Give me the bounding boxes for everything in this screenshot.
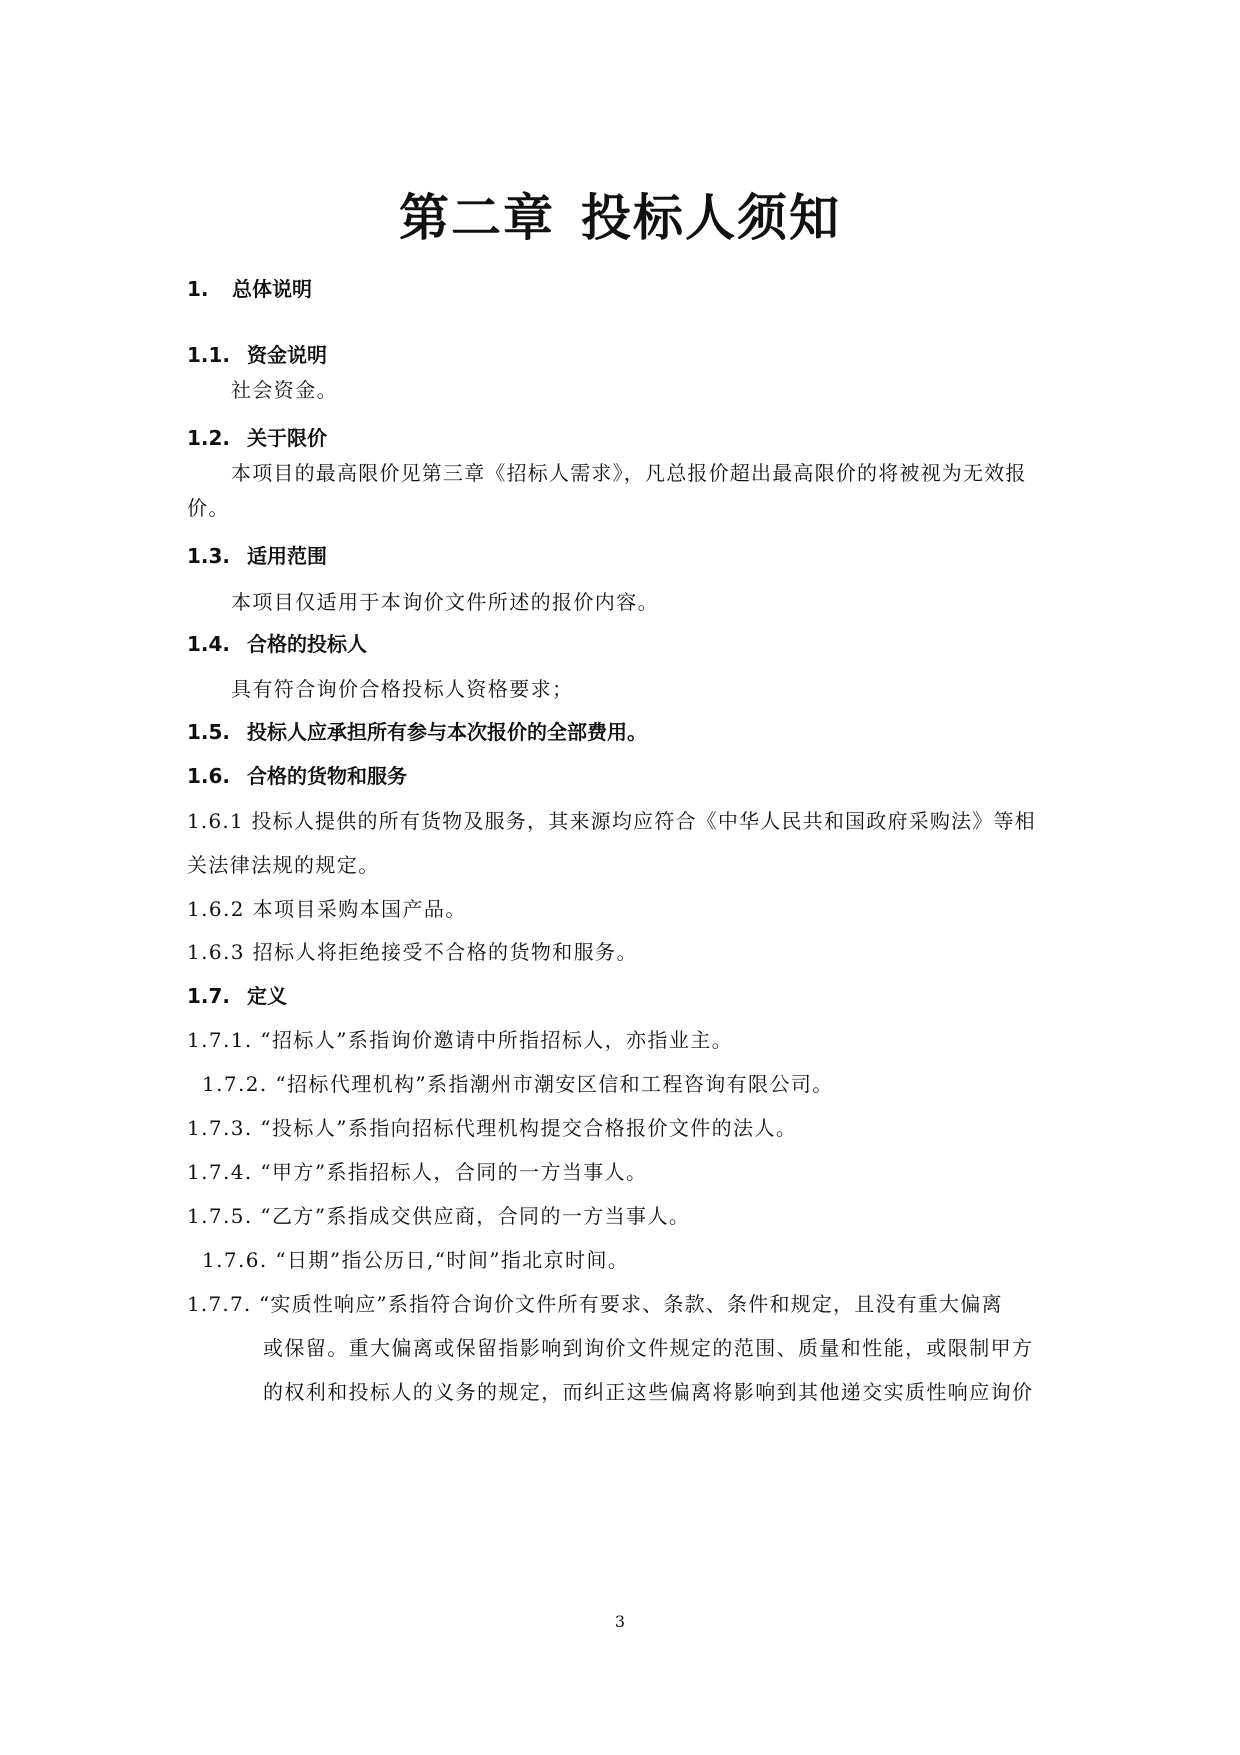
paragraph-1-3: 本项目仅适用于本询价文件所述的报价内容。 — [231, 590, 659, 614]
section-number: 1.3. — [187, 544, 231, 568]
section-heading-1-3 — [187, 540, 327, 572]
section-number: 1.2. — [187, 426, 231, 450]
section-number: 1.5. — [187, 720, 231, 744]
definition-1-7-4: 1.7.4. “甲方”系指招标人，合同的一方当事人。 — [187, 1160, 648, 1184]
page-number: 3 — [614, 1612, 626, 1631]
section-heading-1-5 — [187, 716, 647, 748]
section-heading-1 — [187, 273, 312, 305]
section-title: 关于限价 — [247, 426, 327, 450]
chapter-number: 第二章 — [399, 189, 555, 247]
item-1-6-2: 1.6.2 本项目采购本国产品。 — [187, 897, 467, 921]
paragraph-1-4: 具有符合询价合格投标人资格要求； — [231, 677, 574, 701]
section-heading-1-7 — [187, 980, 287, 1012]
paragraph-1-2-line1: 本项目的最高限价见第三章《招标人需求》，凡总报价超出最高限价的将被视为无效报 — [231, 461, 1027, 485]
section-number: 1. — [187, 277, 209, 301]
item-1-6-1-line1: 1.6.1 投标人提供的所有货物及服务，其来源均应符合《中华人民共和国政府采购法》等相 — [187, 809, 1036, 833]
section-number: 1.6. — [187, 764, 231, 788]
section-title: 定义 — [247, 984, 287, 1008]
section-heading-1-1 — [187, 339, 327, 371]
section-title: 适用范围 — [247, 544, 327, 568]
definition-1-7-7-line2: 或保留。重大偏离或保留指影响到询价文件规定的范围、质量和性能，或限制甲方 — [263, 1336, 1034, 1360]
definition-1-7-5: 1.7.5. “乙方”系指成交供应商，合同的一方当事人。 — [187, 1204, 691, 1228]
definition-1-7-7-line1: 1.7.7. “实质性响应”系指符合询价文件所有要求、条款、条件和规定，且没有重大偏离 — [187, 1292, 1003, 1316]
item-1-6-3: 1.6.3 招标人将拒绝接受不合格的货物和服务。 — [187, 940, 638, 964]
section-heading-1-6 — [187, 760, 407, 792]
paragraph-1-1: 社会资金。 — [231, 378, 338, 402]
definition-1-7-2: 1.7.2. “招标代理机构”系指潮州市潮安区信和工程咨询有限公司。 — [202, 1072, 834, 1096]
section-title: 资金说明 — [247, 343, 327, 367]
section-title: 合格的货物和服务 — [247, 764, 407, 788]
section-heading-1-2 — [187, 422, 327, 454]
section-heading-1-4 — [187, 628, 367, 660]
definition-1-7-7-line3: 的权利和投标人的义务的规定，而纠正这些偏离将影响到其他递交实质性响应询价 — [263, 1380, 1034, 1404]
section-number: 1.7. — [187, 984, 231, 1008]
section-title: 合格的投标人 — [247, 632, 367, 656]
item-1-6-1-line2: 关法律法规的规定。 — [187, 853, 380, 877]
section-number: 1.1. — [187, 343, 231, 367]
section-title: 投标人应承担所有参与本次报价的全部费用。 — [247, 720, 647, 744]
definition-1-7-3: 1.7.3. “投标人”系指向招标代理机构提交合格报价文件的法人。 — [187, 1116, 798, 1140]
paragraph-1-2-line2: 价。 — [187, 496, 230, 520]
section-title: 总体说明 — [232, 277, 312, 301]
definition-1-7-1: 1.7.1. “招标人”系指询价邀请中所指招标人，亦指业主。 — [187, 1028, 734, 1052]
chapter-name: 投标人须知 — [581, 189, 841, 247]
section-number: 1.4. — [187, 632, 231, 656]
definition-1-7-6: 1.7.6. “日期”指公历日,“时间”指北京时间。 — [202, 1248, 630, 1272]
chapter-title — [0, 188, 1240, 248]
